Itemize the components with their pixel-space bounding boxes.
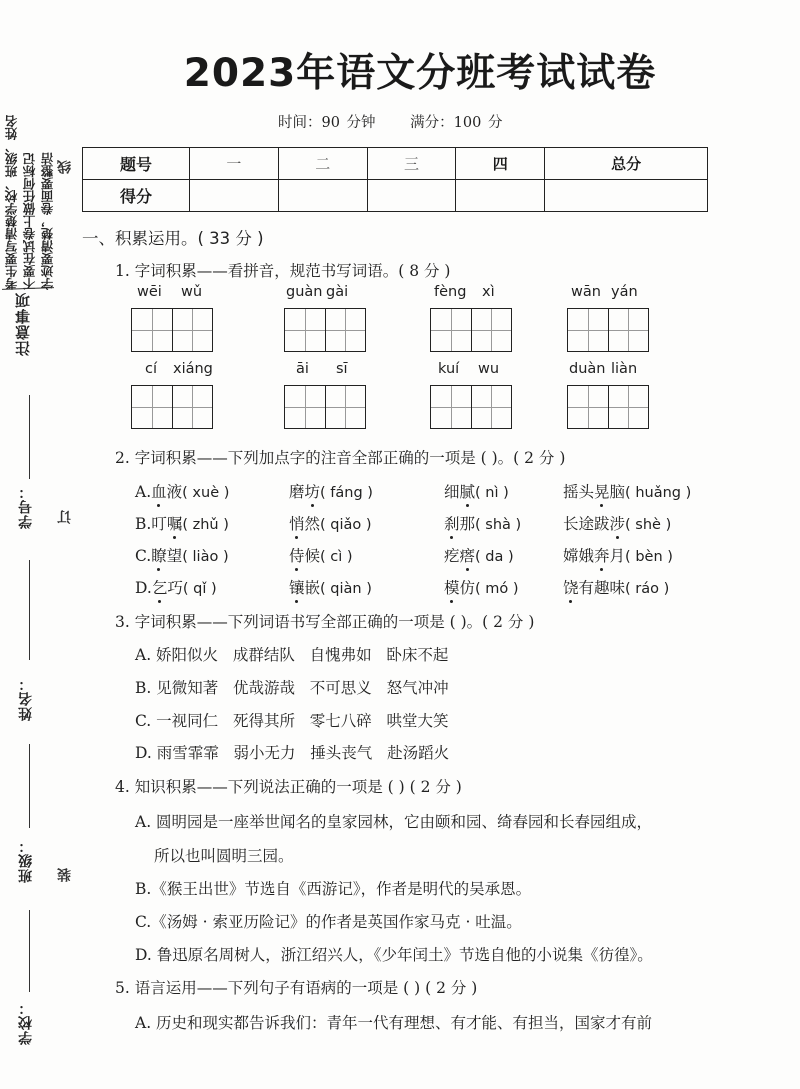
question-number-label: 题号 [83, 148, 190, 180]
pinyin-syllable: sī [336, 361, 348, 377]
name-label: 姓名： [18, 676, 34, 721]
pinyin: ( qiǎo ) [320, 517, 372, 533]
emphasis-char: 奔 [594, 547, 610, 565]
pinyin: ( mó ) [475, 581, 519, 597]
score-label: 得分 [83, 180, 190, 212]
q3-option-d[interactable]: D. 雨雪霏霏 弱小无力 捶头丧气 赴汤蹈火 [135, 744, 450, 762]
col-section-1: 一 [190, 148, 279, 180]
binding-mark-line: 线 [57, 160, 73, 174]
exam-meta [278, 111, 530, 132]
emphasis-char: 刹 [444, 515, 460, 533]
binding-mark-staple: 订 [57, 510, 73, 524]
score-table [82, 147, 708, 212]
pinyin-syllable: wu [478, 361, 500, 377]
q3-option-b[interactable]: B. 见微知著 优哉游哉 不可思义 怒气冲冲 [135, 679, 449, 697]
pinyin: ( da ) [475, 549, 514, 565]
pinyin: ( nì ) [475, 485, 509, 501]
emphasis-char: 悄 [289, 515, 305, 533]
writing-grid[interactable] [430, 308, 512, 352]
col-section-2: 二 [278, 148, 367, 180]
writing-grid[interactable] [567, 385, 649, 429]
q2-word: 嫦娥奔月( bèn ) [563, 547, 673, 565]
pinyin-syllable: wǔ [181, 284, 203, 300]
col-total: 总分 [545, 148, 708, 180]
pinyin: ( liào ) [182, 549, 229, 565]
emphasis-char: 涉 [609, 515, 626, 533]
emphasis-char: 乞 [151, 579, 168, 597]
pinyin-syllable: kuí [438, 361, 460, 377]
question-2-prompt: 2. 字词积累——下列加点字的注音全部正确的一项是 ( )。( 2 分 ) [115, 449, 566, 467]
emphasis-char: 坊 [304, 483, 321, 501]
score-table-header-row [83, 148, 708, 180]
q4-option-b[interactable]: B.《猴王出世》节选自《西游记》，作者是明代的吴承恩。 [135, 880, 532, 898]
pinyin-syllable: guàn [286, 284, 323, 300]
q2-word: 磨坊( fáng ) [289, 483, 373, 501]
pinyin: ( fáng ) [320, 485, 373, 501]
emphasis-char: 血 [151, 483, 167, 501]
binding-mark-bind: 装 [57, 868, 73, 882]
question-4-prompt: 4. 知识积累——下列说法正确的一项是 ( ) ( 2 分 ) [115, 778, 462, 796]
score-cell-total[interactable] [545, 180, 708, 212]
option-letter: C. [135, 547, 152, 565]
q4-option-a[interactable]: A. 圆明园是一座举世闻名的皇家园林，它由颐和园、绮春园和长春园组成， [135, 813, 653, 831]
writing-grid[interactable] [131, 385, 213, 429]
pinyin-syllable: gài [326, 284, 349, 300]
q4-option-c[interactable]: C.《汤姆 · 索亚历险记》的作者是英国作家马克 · 吐温。 [135, 913, 522, 931]
q2-option-b[interactable]: B.叮嘱( zhǔ ) [135, 515, 229, 533]
pinyin-syllable: fèng [434, 284, 467, 300]
q4-option-d[interactable]: D. 鲁迅原名周树人，浙江绍兴人，《少年闰土》节选自他的小说集《彷徨》。 [135, 946, 653, 964]
pinyin: ( shà ) [475, 517, 522, 533]
class-field[interactable] [29, 744, 30, 828]
score-table-score-row [83, 180, 708, 212]
writing-grid[interactable] [284, 385, 366, 429]
option-letter: A. [135, 483, 152, 501]
page-title: 2023年语文分班考试试卷 [183, 51, 657, 96]
q2-word: 镶嵌( qiàn ) [289, 579, 372, 597]
option-letter: B. [135, 515, 152, 533]
pinyin-syllable: wān [571, 284, 601, 300]
q2-word: 长途跋涉( shè ) [563, 515, 672, 533]
q2-word: 悄然( qiǎo ) [289, 515, 372, 533]
exam-full-score: 满分：100 分 [410, 115, 503, 131]
pinyin-syllable: liàn [611, 361, 638, 377]
emphasis-char: 腻 [459, 483, 476, 501]
question-1-prompt: 1. 字词积累——看拼音，规范书写词语。( 8 分 ) [115, 262, 451, 280]
pinyin-syllable: wēi [137, 284, 162, 300]
section-heading: 一、积累运用。( 33 分 ) [82, 229, 264, 248]
emphasis-char: 镶 [289, 579, 305, 597]
exam-time: 时间：90 分钟 [278, 115, 376, 131]
emphasis-char: 嘱 [166, 515, 183, 533]
pinyin: ( qǐ ) [182, 581, 217, 597]
notice-line-2: 不要在试卷上做任何标记 [22, 152, 37, 290]
writing-grid[interactable] [131, 308, 213, 352]
q2-word: 侍候( cì ) [289, 547, 353, 565]
option-letter: D. [135, 579, 152, 597]
pinyin: ( zhǔ ) [182, 517, 229, 533]
name-field[interactable] [29, 560, 30, 660]
school-field[interactable] [29, 910, 30, 992]
emphasis-char: 饶 [563, 579, 579, 597]
q2-word: 刹那( shà ) [444, 515, 522, 533]
question-5-prompt: 5. 语言运用——下列句子有语病的一项是 ( ) ( 2 分 ) [115, 979, 478, 997]
pinyin: ( huǎng ) [625, 485, 692, 501]
emphasis-char: 瞭 [151, 547, 167, 565]
writing-grid[interactable] [567, 308, 649, 352]
score-cell-3[interactable] [367, 180, 456, 212]
pinyin: ( bèn ) [625, 549, 673, 565]
pinyin: ( shè ) [625, 517, 672, 533]
pinyin-syllable: xiáng [173, 361, 213, 377]
q2-word: 模仿( mó ) [444, 579, 519, 597]
pinyin: ( xuè ) [182, 485, 230, 501]
q4-option-a-continued: 所以也叫圆明三园。 [154, 847, 294, 865]
q2-word: 细腻( nì ) [444, 483, 509, 501]
q2-word: 摇头晃脑( huǎng ) [563, 483, 692, 501]
q3-option-a[interactable]: A. 娇阳似火 成群结队 自愧弗如 卧床不起 [135, 646, 449, 664]
pinyin-syllable: yán [611, 284, 638, 300]
student-id-field[interactable] [29, 395, 30, 479]
score-cell-2[interactable] [278, 180, 367, 212]
notice-title: 注意事项 [14, 292, 32, 356]
pinyin-syllable: duàn [569, 361, 606, 377]
q5-option-a[interactable]: A. 历史和现实都告诉我们：青年一代有理想、有才能、有担当，国家才有前 [135, 1014, 653, 1032]
q3-option-c[interactable]: C. 一视同仁 死得其所 零七八碎 哄堂大笑 [135, 712, 449, 730]
score-cell-4[interactable] [456, 180, 545, 212]
score-cell-1[interactable] [190, 180, 279, 212]
pinyin-syllable: āi [296, 361, 309, 377]
emphasis-char: 模 [444, 579, 460, 597]
school-label: 学校： [18, 1000, 34, 1045]
q2-option-c[interactable]: C.瞭望( liào ) [135, 547, 229, 565]
exam-notice-box [2, 100, 60, 290]
writing-grid[interactable] [284, 308, 366, 352]
writing-grid[interactable] [430, 385, 512, 429]
question-3-prompt: 3. 字词积累——下列词语书写全部正确的一项是 ( )。( 2 分 ) [115, 613, 535, 631]
q2-word: 疙瘩( da ) [444, 547, 514, 565]
notice-line-3: 字迹要清楚，卷面要整洁 [40, 152, 55, 290]
col-section-3: 三 [367, 148, 456, 180]
emphasis-char: 晃 [594, 483, 610, 501]
class-label: 班级： [18, 838, 34, 883]
q2-option-a[interactable]: A.血液( xuè ) [135, 483, 230, 501]
q2-word: 饶有趣味( ráo ) [563, 579, 670, 597]
pinyin: ( ráo ) [625, 581, 670, 597]
col-section-4: 四 [456, 148, 545, 180]
student-id-label: 学号： [18, 484, 34, 529]
q2-option-d[interactable]: D.乞巧( qǐ ) [135, 579, 217, 597]
notice-line-1: 考生要写清楚学校、班级、姓名 [4, 115, 19, 290]
emphasis-char: 侍 [289, 547, 305, 565]
pinyin-syllable: cí [145, 361, 158, 377]
emphasis-char: 瘩 [459, 547, 476, 565]
pinyin: ( qiàn ) [320, 581, 372, 597]
pinyin-syllable: xì [482, 284, 495, 300]
pinyin: ( cì ) [320, 549, 353, 565]
